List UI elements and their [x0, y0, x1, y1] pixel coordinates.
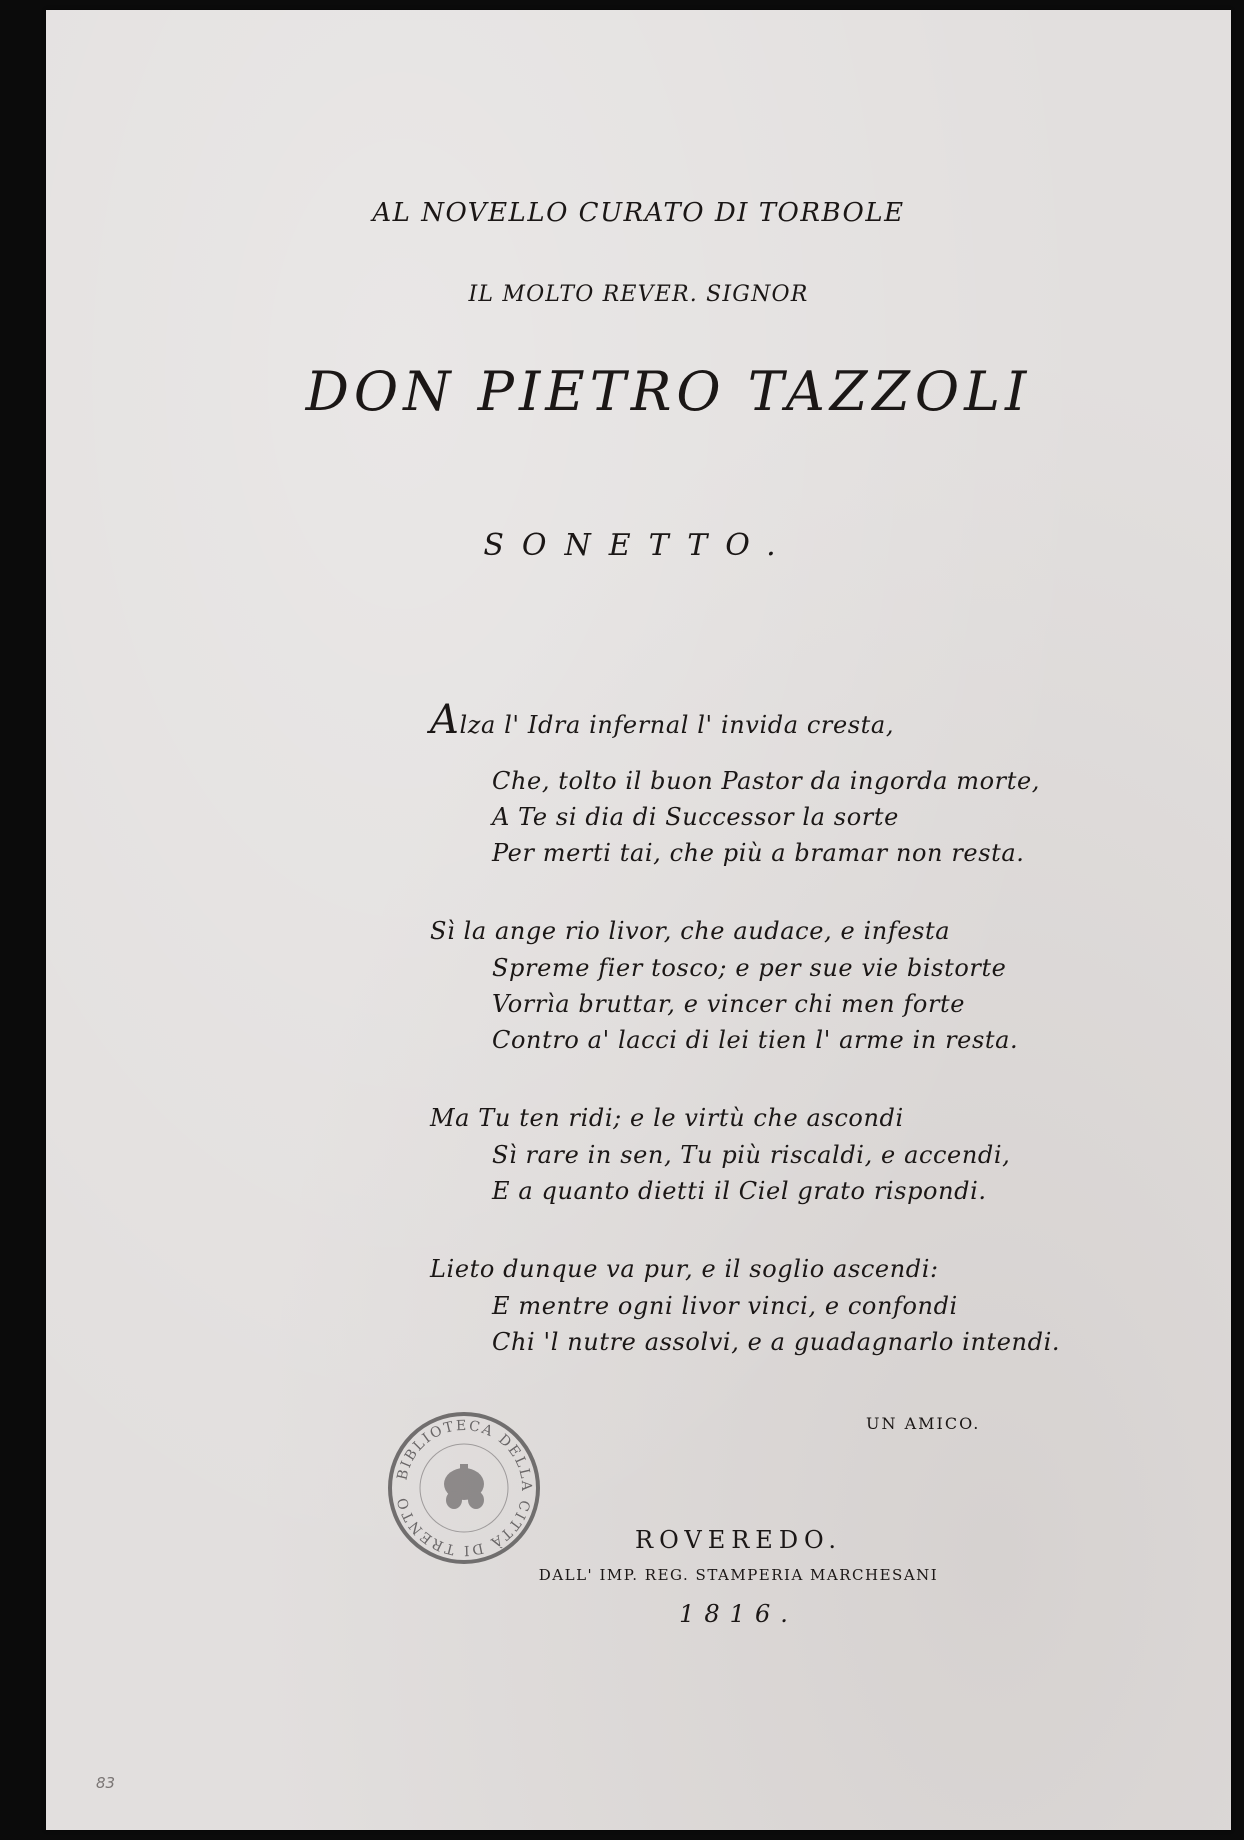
poem-line [430, 697, 895, 743]
poem-line: Chi 'l nutre assolvi, e a guadagnarlo intendi. [492, 1328, 1061, 1356]
imprint-year: 1816. [679, 1600, 798, 1628]
stamp-text: BIBLIOTECA DELLA CITTÀ DI TRENTO [394, 1417, 535, 1559]
imprint-place: ROVEREDO. [635, 1526, 842, 1554]
poem-line: A Te si dia di Successor la sorte [492, 803, 899, 831]
poem-line: Per merti tai, che più a bramar non resta. [492, 839, 1025, 867]
poem-line: Che, tolto il buon Pastor da ingorda morte, [492, 767, 1040, 795]
imprint-printer: DALL' IMP. REG. STAMPERIA MARCHESANI [538, 1566, 939, 1584]
poem-line: Vorrìa bruttar, e vincer chi men forte [492, 990, 966, 1018]
poem-line: Sì la ange rio livor, che audace, e infesta [430, 917, 951, 945]
drop-cap: A [430, 697, 460, 743]
dedication-line: AL NOVELLO CURATO DI TORBOLE [372, 198, 905, 228]
dedicatee-name: DON PIETRO TAZZOLI [305, 360, 1032, 423]
poem-line: Spreme fier tosco; e per sue vie bistorte [492, 954, 1007, 982]
signature: UN AMICO. [866, 1414, 981, 1433]
poem-genre-title: SONETTO. [483, 528, 794, 563]
poem-line: Contro a' lacci di lei tien l' arme in resta. [492, 1026, 1019, 1054]
honorific-line: IL MOLTO REVER. SIGNOR [468, 282, 809, 307]
poem-line: E mentre ogni livor vinci, e confondi [492, 1292, 958, 1320]
poem-line: Sì rare in sen, Tu più riscaldi, e accendi, [492, 1141, 1011, 1169]
poem-line: Ma Tu ten ridi; e le virtù che ascondi [430, 1104, 904, 1132]
poem-line-text: lza l' Idra infernal l' invida cresta, [459, 711, 895, 739]
poem-line: Lieto dunque va pur, e il soglio ascendi: [430, 1255, 939, 1283]
poem-line: E a quanto dietti il Ciel grato rispondi. [492, 1177, 987, 1205]
archive-number: 83 [96, 1774, 116, 1792]
document-page [46, 10, 1231, 1830]
